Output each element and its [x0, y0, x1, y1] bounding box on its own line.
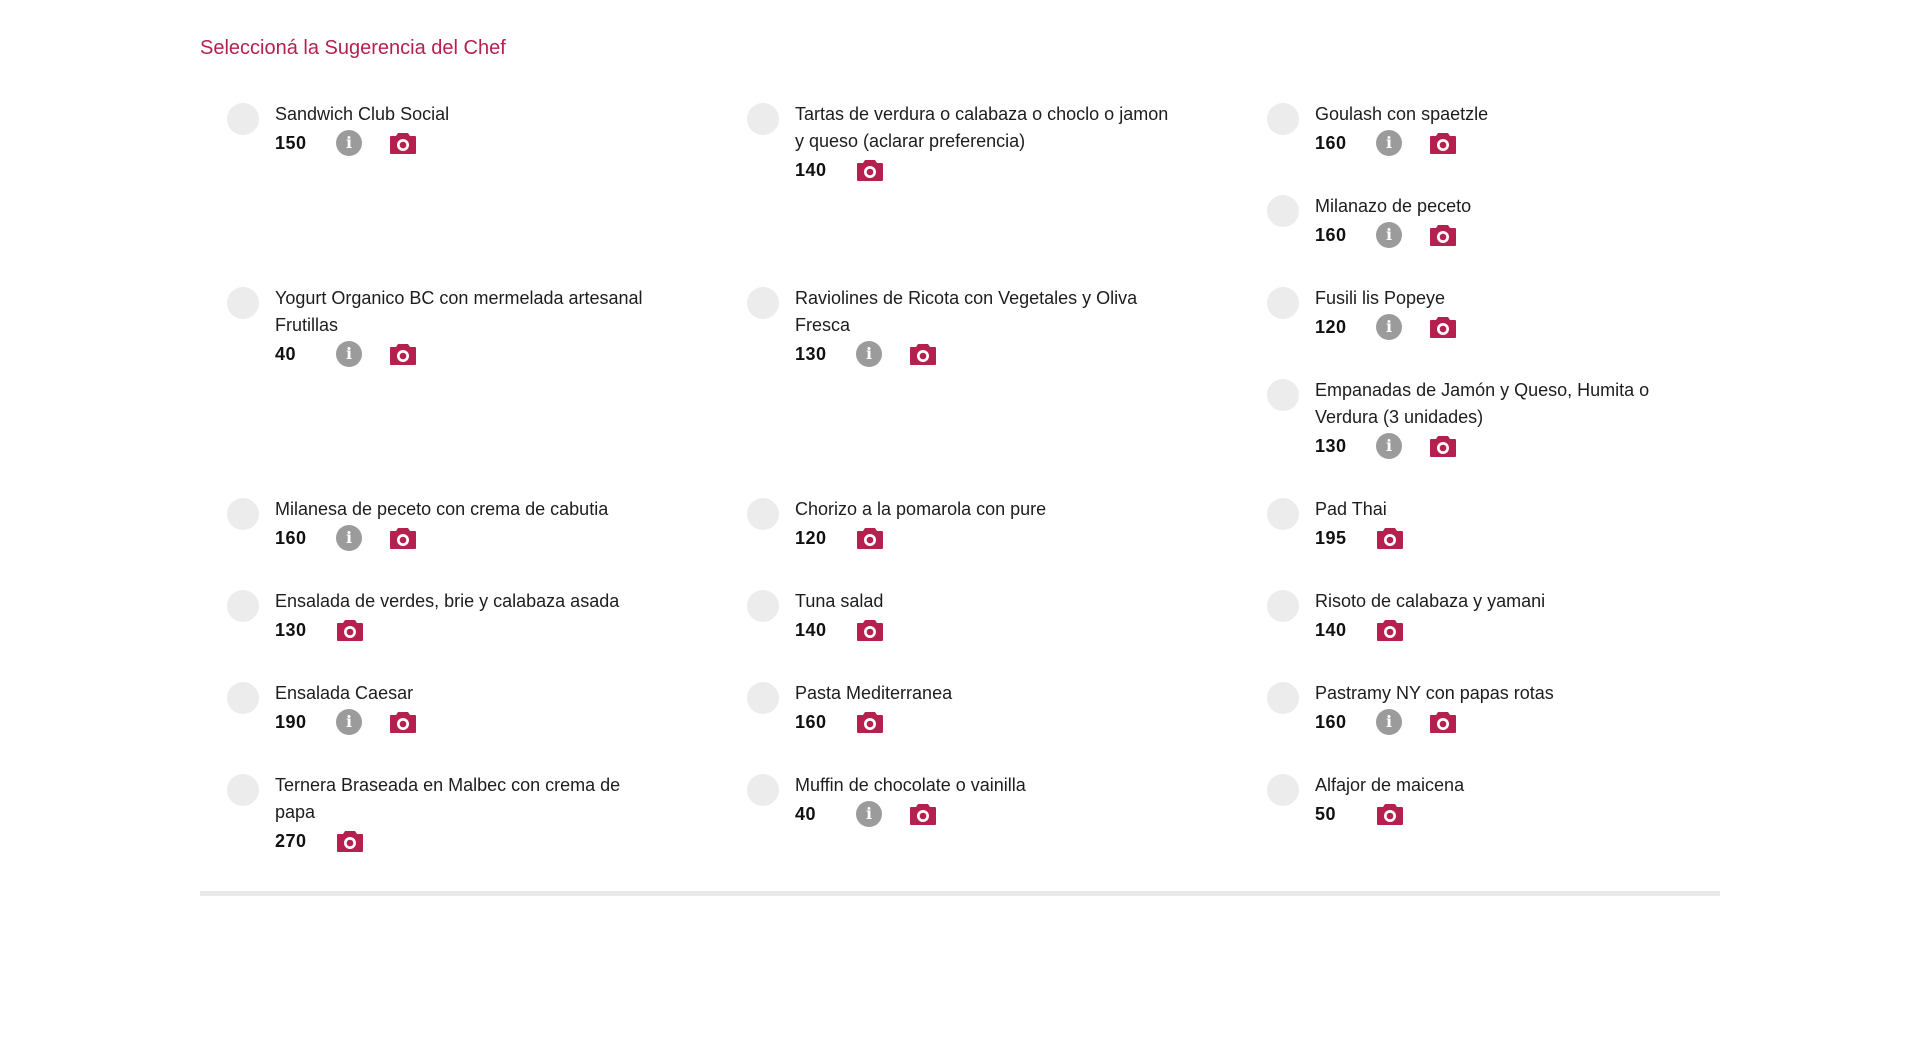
item-name: Tartas de verdura o calabaza o choclo o jamon y queso (aclarar preferencia): [795, 104, 1169, 151]
item-name: Ensalada Caesar: [275, 683, 414, 703]
item-name: Pastramy NY con papas rotas: [1315, 683, 1554, 703]
menu-item[interactable]: [200, 680, 660, 737]
item-radio[interactable]: [747, 103, 779, 135]
item-name: Pad Thai: [1315, 499, 1387, 519]
info-icon[interactable]: i: [856, 341, 882, 367]
item-body: [1315, 101, 1700, 158]
item-price: 195: [1315, 527, 1347, 548]
camera-icon[interactable]: [856, 710, 884, 734]
item-radio[interactable]: [227, 287, 259, 319]
item-price: 130: [1315, 435, 1347, 456]
item-meta-row: [275, 707, 660, 737]
item-radio[interactable]: [1267, 287, 1299, 319]
menu-item[interactable]: [200, 285, 660, 369]
item-radio[interactable]: [1267, 498, 1299, 530]
item-meta-row: [1315, 615, 1700, 645]
item-body: [795, 285, 1180, 369]
item-radio[interactable]: [227, 774, 259, 806]
item-price: 40: [795, 803, 817, 824]
item-meta-row: [275, 128, 660, 158]
item-price: 140: [795, 619, 827, 640]
item-body: [275, 285, 660, 369]
item-radio[interactable]: [227, 590, 259, 622]
item-price: 160: [1315, 224, 1347, 245]
item-meta-row: [795, 799, 1180, 829]
item-price: 130: [795, 343, 827, 364]
info-icon[interactable]: i: [336, 341, 362, 367]
item-name: Goulash con spaetzle: [1315, 104, 1489, 124]
item-price: 140: [795, 159, 827, 180]
camera-icon[interactable]: [1376, 618, 1404, 642]
item-body: [1315, 680, 1700, 737]
item-body: [275, 680, 660, 737]
camera-icon[interactable]: [1429, 223, 1457, 247]
camera-icon[interactable]: [336, 618, 364, 642]
item-meta-row: [1315, 799, 1700, 829]
item-price: 270: [275, 830, 307, 851]
camera-icon[interactable]: [389, 131, 417, 155]
menu-item[interactable]: [720, 101, 1180, 185]
section-title: Seleccioná la Sugerencia del Chef: [200, 37, 506, 59]
item-radio[interactable]: [227, 103, 259, 135]
item-radio[interactable]: [1267, 682, 1299, 714]
menu-item[interactable]: [200, 496, 660, 553]
menu-item[interactable]: [720, 496, 1180, 553]
menu-item[interactable]: [720, 772, 1180, 829]
item-name: Empanadas de Jamón y Queso, Humita o Verdura (3 unidades): [1315, 380, 1650, 427]
item-radio[interactable]: [227, 498, 259, 530]
info-icon[interactable]: i: [1376, 222, 1402, 248]
info-icon[interactable]: i: [856, 801, 882, 827]
item-meta-row: [275, 826, 660, 856]
item-body: [1315, 285, 1700, 342]
item-body: [1315, 377, 1700, 461]
camera-icon[interactable]: [856, 618, 884, 642]
item-price: 120: [1315, 316, 1347, 337]
item-name: Tuna salad: [795, 591, 884, 611]
item-meta-row: [1315, 431, 1700, 461]
item-meta-row: [1315, 220, 1700, 250]
info-icon[interactable]: i: [336, 525, 362, 551]
item-meta-row: [795, 707, 1180, 737]
item-meta-row: [275, 615, 660, 645]
item-meta-row: [795, 615, 1180, 645]
item-body: [795, 101, 1180, 185]
info-icon[interactable]: i: [336, 130, 362, 156]
item-meta-row: [795, 339, 1180, 369]
item-meta-row: [1315, 128, 1700, 158]
camera-icon[interactable]: [1429, 434, 1457, 458]
menu-item[interactable]: [200, 588, 660, 645]
menu-item[interactable]: [720, 680, 1180, 737]
camera-icon[interactable]: [1429, 710, 1457, 734]
item-radio[interactable]: [1267, 774, 1299, 806]
item-price: 40: [275, 343, 297, 364]
item-meta-row: [275, 339, 660, 369]
menu-item[interactable]: [720, 588, 1180, 645]
item-name: Yogurt Organico BC con mermelada artesanal Frutillas: [275, 288, 643, 335]
menu-item[interactable]: [1240, 496, 1700, 553]
info-icon[interactable]: i: [1376, 314, 1402, 340]
item-radio[interactable]: [747, 682, 779, 714]
item-body: [795, 496, 1180, 553]
item-radio[interactable]: [1267, 590, 1299, 622]
item-name: Ensalada de verdes, brie y calabaza asada: [275, 591, 620, 611]
item-body: [1315, 772, 1700, 829]
item-body: [795, 772, 1180, 829]
item-price: 160: [1315, 711, 1347, 732]
menu-item[interactable]: [720, 285, 1180, 369]
menu-item[interactable]: [1240, 101, 1700, 158]
menu-item[interactable]: [1240, 377, 1700, 461]
camera-icon[interactable]: [909, 802, 937, 826]
item-radio[interactable]: [1267, 195, 1299, 227]
item-body: [1315, 588, 1700, 645]
item-body: [275, 101, 660, 158]
info-icon[interactable]: i: [1376, 709, 1402, 735]
item-body: [275, 588, 660, 645]
camera-icon[interactable]: [856, 526, 884, 550]
item-price: 130: [275, 619, 307, 640]
info-icon[interactable]: i: [1376, 130, 1402, 156]
item-body: [795, 588, 1180, 645]
item-name: Alfajor de maicena: [1315, 775, 1465, 795]
menu-item[interactable]: [1240, 588, 1700, 645]
item-meta-row: [795, 523, 1180, 553]
item-radio[interactable]: [227, 682, 259, 714]
item-price: 160: [795, 711, 827, 732]
item-meta-row: [795, 155, 1180, 185]
item-price: 150: [275, 132, 307, 153]
item-name: Milanesa de peceto con crema de cabutia: [275, 499, 609, 519]
camera-icon[interactable]: [1376, 526, 1404, 550]
item-price: 50: [1315, 803, 1337, 824]
camera-icon[interactable]: [389, 526, 417, 550]
item-meta-row: [1315, 707, 1700, 737]
camera-icon[interactable]: [909, 342, 937, 366]
info-icon[interactable]: i: [1376, 433, 1402, 459]
item-name: Raviolines de Ricota con Vegetales y Oliva Fresca: [795, 288, 1138, 335]
item-price: 190: [275, 711, 307, 732]
item-price: 160: [1315, 132, 1347, 153]
item-name: Milanazo de peceto: [1315, 196, 1472, 216]
item-body: [275, 772, 660, 856]
item-body: [275, 496, 660, 553]
item-price: 140: [1315, 619, 1347, 640]
menu-item[interactable]: [200, 772, 660, 856]
item-meta-row: [1315, 523, 1700, 553]
item-body: [1315, 193, 1700, 250]
item-radio[interactable]: [747, 287, 779, 319]
item-name: Sandwich Club Social: [275, 104, 450, 124]
item-radio[interactable]: [747, 774, 779, 806]
item-name: Risoto de calabaza y yamani: [1315, 591, 1546, 611]
item-name: Chorizo a la pomarola con pure: [795, 499, 1047, 519]
menu-item[interactable]: [1240, 193, 1700, 250]
item-price: 120: [795, 527, 827, 548]
item-radio[interactable]: [1267, 379, 1299, 411]
item-price: 160: [275, 527, 307, 548]
item-radio[interactable]: [747, 590, 779, 622]
item-meta-row: [275, 523, 660, 553]
camera-icon[interactable]: [389, 710, 417, 734]
camera-icon[interactable]: [336, 829, 364, 853]
item-body: [1315, 496, 1700, 553]
item-radio[interactable]: [1267, 103, 1299, 135]
item-radio[interactable]: [747, 498, 779, 530]
camera-icon[interactable]: [1429, 315, 1457, 339]
item-name: Ternera Braseada en Malbec con crema de papa: [275, 775, 621, 822]
item-name: Muffin de chocolate o vainilla: [795, 775, 1026, 795]
camera-icon[interactable]: [389, 342, 417, 366]
menu-item[interactable]: [1240, 680, 1700, 737]
menu-item[interactable]: [1240, 772, 1700, 829]
item-meta-row: [1315, 312, 1700, 342]
item-body: [795, 680, 1180, 737]
camera-icon[interactable]: [1429, 131, 1457, 155]
camera-icon[interactable]: [856, 158, 884, 182]
divider: [200, 891, 1720, 896]
item-name: Fusili lis Popeye: [1315, 288, 1446, 308]
item-name: Pasta Mediterranea: [795, 683, 953, 703]
camera-icon[interactable]: [1376, 802, 1404, 826]
menu-item[interactable]: [200, 101, 660, 158]
menu-item[interactable]: [1240, 285, 1700, 342]
info-icon[interactable]: i: [336, 709, 362, 735]
